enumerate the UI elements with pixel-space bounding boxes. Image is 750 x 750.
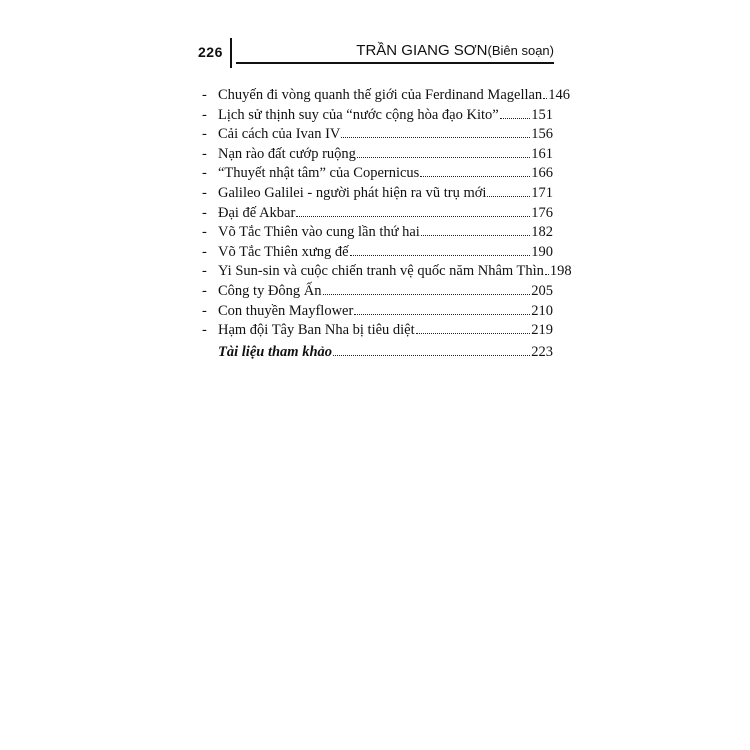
list-bullet: - — [202, 106, 207, 123]
header-divider-vertical — [230, 38, 232, 68]
toc-entry-title: Con thuyền Mayflower — [218, 302, 354, 319]
toc-entry-title: Lịch sử thịnh suy của “nước cộng hòa đạo Kito” — [218, 106, 499, 123]
dot-leader — [296, 215, 530, 217]
toc-entry-page: 198 — [549, 263, 572, 280]
toc-entry-title: Galileo Galilei - người phát hiện ra vũ trụ mới — [218, 184, 487, 201]
toc-entry[interactable] — [202, 106, 553, 126]
toc-entry[interactable] — [202, 204, 553, 224]
author-role: (Biên soạn) — [487, 43, 554, 58]
toc-entry-page: 210 — [531, 302, 553, 319]
toc-entry[interactable] — [202, 243, 553, 263]
toc-entry-title: Nạn rào đất cướp ruộng — [218, 145, 356, 162]
list-bullet: - — [202, 322, 207, 339]
list-bullet: - — [202, 243, 207, 260]
toc-entry-page: 182 — [531, 224, 553, 241]
dot-leader — [543, 97, 547, 99]
toc-entry[interactable] — [202, 282, 553, 302]
running-title — [356, 42, 554, 59]
list-bullet: - — [202, 302, 207, 319]
toc-entry-title: Võ Tắc Thiên xưng đế — [218, 243, 349, 260]
page-number: 226 — [198, 44, 223, 60]
list-bullet: - — [202, 184, 207, 201]
toc-entry[interactable] — [202, 164, 553, 184]
dot-leader — [350, 254, 531, 256]
dot-leader — [421, 234, 530, 236]
toc-entry-title: Hạm đội Tây Ban Nha bị tiêu diệt — [218, 322, 415, 339]
list-bullet: - — [202, 145, 207, 162]
list-bullet: - — [202, 263, 207, 280]
toc-entry-page: 166 — [531, 165, 553, 182]
toc-entry[interactable] — [202, 145, 553, 165]
toc-entry[interactable] — [202, 262, 572, 282]
dot-leader — [341, 136, 530, 138]
toc-entry-page: 176 — [531, 204, 553, 221]
dot-leader — [416, 332, 531, 334]
list-bullet: - — [202, 87, 207, 103]
toc-entry-references[interactable] — [202, 343, 553, 363]
toc-entry-title: Đại đế Akbar — [218, 204, 296, 221]
dot-leader — [500, 117, 531, 119]
header-rule — [236, 62, 554, 64]
toc-entry-page: 205 — [531, 282, 553, 299]
dot-leader — [323, 293, 531, 295]
toc-entry-page: 223 — [531, 343, 553, 360]
table-of-contents — [202, 86, 572, 362]
dot-leader — [354, 313, 530, 315]
toc-entry-page: 171 — [531, 184, 553, 201]
list-bullet: - — [202, 282, 207, 299]
toc-entry[interactable] — [202, 86, 570, 106]
toc-entry-title: Yi Sun-sin và cuộc chiến tranh vệ quốc năm Nhâm Thìn — [218, 263, 544, 280]
toc-entry-title: Chuyến đi vòng quanh thế giới của Ferdinand Magellan — [218, 87, 543, 103]
toc-entry-title: Công ty Đông Ấn — [218, 282, 322, 299]
dot-leader — [333, 354, 530, 356]
toc-entry-title: Cải cách của Ivan IV — [218, 126, 341, 143]
toc-entry-page: 146 — [548, 87, 570, 103]
toc-entry[interactable] — [202, 321, 553, 341]
list-bullet: - — [202, 224, 207, 241]
toc-entry-page: 151 — [531, 106, 553, 123]
toc-entry-page: 219 — [531, 322, 553, 339]
toc-entry[interactable] — [202, 302, 553, 322]
list-bullet: - — [202, 204, 207, 221]
toc-entry-title: Võ Tắc Thiên vào cung lần thứ hai — [218, 224, 420, 241]
page-header — [0, 0, 750, 80]
list-bullet: - — [202, 165, 207, 182]
toc-entry-title: Tài liệu tham khảo — [218, 343, 333, 360]
toc-entry[interactable] — [202, 184, 553, 204]
list-bullet: - — [202, 126, 207, 143]
toc-entry[interactable] — [202, 125, 553, 145]
toc-entry-title: “Thuyết nhật tâm” của Copernicus — [218, 165, 420, 182]
dot-leader — [487, 195, 530, 197]
toc-entry-page: 161 — [531, 145, 553, 162]
toc-entry[interactable] — [202, 223, 553, 243]
toc-entry-page: 156 — [531, 126, 553, 143]
toc-entry-page: 190 — [531, 243, 553, 260]
author-name: TRẦN GIANG SƠN — [356, 42, 488, 59]
dot-leader — [420, 175, 530, 177]
dot-leader — [357, 156, 530, 158]
dot-leader — [545, 273, 549, 275]
